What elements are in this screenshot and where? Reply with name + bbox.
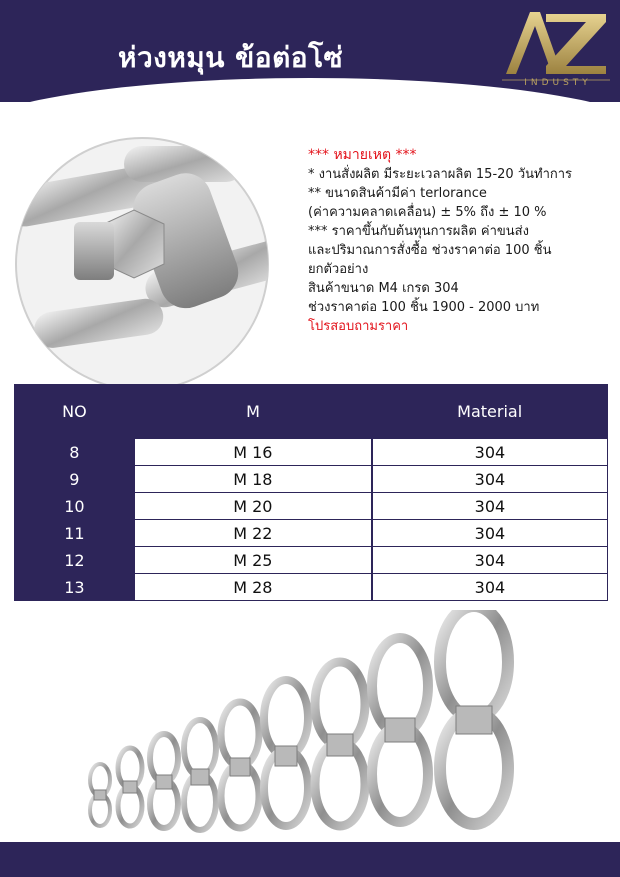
cell-m: M 25	[134, 547, 372, 574]
notes-line: ยกตัวอย่าง	[308, 262, 369, 277]
page-title: ห่วงหมุน ข้อต่อโซ่	[118, 41, 344, 74]
notes-line: ** ขนาดสินค้ามีค่า terlorance	[308, 186, 487, 201]
table-row	[15, 466, 608, 493]
cell-no: 13	[15, 574, 135, 601]
table-row	[15, 547, 608, 574]
cell-m: M 28	[134, 574, 372, 601]
cell-material: 304	[372, 466, 608, 493]
footer-band	[0, 842, 620, 877]
notes-heading: *** หมายเหตุ ***	[308, 147, 417, 163]
cell-m: M 16	[134, 439, 372, 466]
cell-m: M 18	[134, 466, 372, 493]
header-m: M	[134, 385, 372, 439]
swivel-lineup-image	[60, 610, 580, 850]
cell-material: 304	[372, 520, 608, 547]
notes-line: สินค้าขนาด M4 เกรด 304	[308, 281, 459, 296]
cell-no: 9	[15, 466, 135, 493]
notes-line: * งานสั่งผลิต มีระยะเวลาผลิต 15-20 วันทำการ	[308, 167, 573, 182]
cell-no: 11	[15, 520, 135, 547]
notes-line: และปริมาณการสั่งซื้อ ช่วงราคาต่อ 100 ชิ้น	[308, 243, 552, 258]
logo-subtitle: INDUSTY	[524, 78, 592, 88]
header-no: NO	[15, 385, 135, 439]
cell-m: M 20	[134, 493, 372, 520]
cell-no: 10	[15, 493, 135, 520]
cell-no: 12	[15, 547, 135, 574]
table-row	[15, 493, 608, 520]
notes-line: (ค่าความคลาดเคลื่อน) ± 5% ถึง ± 10 %	[308, 205, 547, 220]
cell-material: 304	[372, 547, 608, 574]
header-material: Material	[372, 385, 608, 439]
swivel-closeup-image	[14, 136, 270, 392]
notes-line: *** ราคาขึ้นกับต้นทุนการผลิต ค่าขนส่ง	[308, 224, 529, 239]
cell-material: 304	[372, 574, 608, 601]
cell-material: 304	[372, 493, 608, 520]
table-row	[15, 439, 608, 466]
spec-table	[14, 384, 608, 601]
notes-block	[308, 146, 614, 336]
table-row	[15, 574, 608, 601]
cell-material: 304	[372, 439, 608, 466]
table-header-row	[15, 385, 608, 439]
table-row	[15, 520, 608, 547]
cell-m: M 22	[134, 520, 372, 547]
cell-no: 8	[15, 439, 135, 466]
notes-line: ช่วงราคาต่อ 100 ชิ้น 1900 - 2000 บาท	[308, 300, 540, 315]
notes-contact: โปรสอบถามราคา	[308, 319, 409, 334]
